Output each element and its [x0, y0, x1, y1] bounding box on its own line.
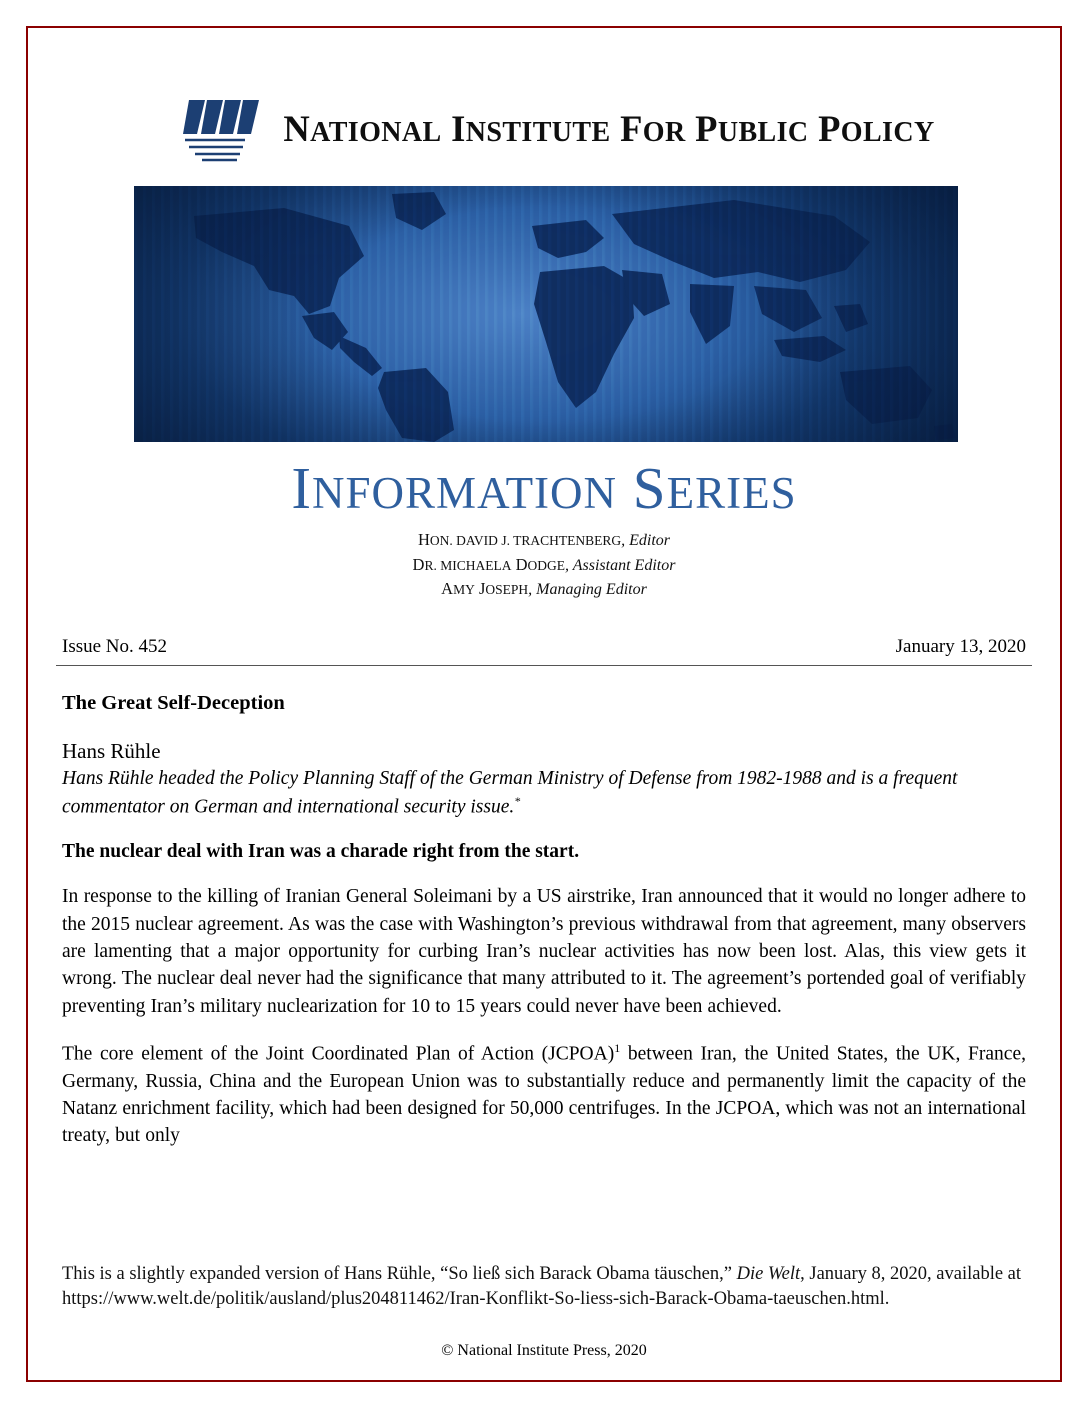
author-bio-text: Hans Rühle headed the Policy Planning Staff of the German Ministry of Defense from 1982-1988 and is a frequent commentator on German and international security issue. — [62, 768, 958, 818]
paragraph-2-part-a: The core element of the Joint Coordinated Plan of Action (JCPOA) — [62, 1043, 615, 1065]
article-lede: The nuclear deal with Iran was a charade right from the start. — [62, 841, 580, 863]
editor-in-chief: HON. DAVID J. TRACHTENBERG, Editor — [418, 529, 670, 549]
page-content — [56, 56, 1032, 1352]
managing-editor: AMY JOSEPH, Managing Editor — [441, 579, 647, 599]
issue-row — [56, 636, 1032, 658]
issue-number: Issue No. 452 — [62, 636, 168, 658]
masthead — [56, 56, 1032, 162]
bio-footnote-marker: * — [514, 794, 521, 808]
assistant-editor: DR. MICHAELA DODGE, Assistant Editor — [412, 554, 676, 574]
organization-title: NATIONAL INSTITUTE FOR PUBLIC POLICY — [283, 107, 935, 149]
article-author: Hans Rühle — [62, 739, 161, 764]
header-divider — [56, 665, 1032, 666]
footnote-publication: Die Welt — [736, 1263, 801, 1284]
article — [56, 692, 1032, 1149]
article-paragraph-2 — [62, 1040, 1026, 1150]
series-title: INFORMATION SERIES — [291, 455, 797, 521]
article-paragraph-1: In response to the killing of Iranian General Soleimani by a US airstrike, Iran announced that it would no longer adhere to the 2015 nuclear agreement. As was the case with Washington’s previous withdrawal from that agreement, many observers are lamenting that a major opportunity for curbing Iran’s nuclear activities has now been lost. Alas, this view gets it wrong. The nuclear deal never had the significance that many attributed to it. The agreement’s portended goal of verifiably preventing Iran’s military nuclearization for 10 to 15 years could never have been achieved. — [62, 886, 1026, 1017]
world-map-banner-icon — [134, 186, 958, 442]
author-bio — [62, 766, 1026, 821]
article-title: The Great Self-Deception — [62, 692, 285, 715]
footnote-ref-1: 1 — [614, 1040, 621, 1055]
editors-list — [56, 528, 1032, 602]
issue-date: January 13, 2020 — [895, 636, 1026, 658]
source-footnote — [62, 1262, 1078, 1312]
footnote-text-a: This is a slightly expanded version of Hans Rühle, “So ließ sich Barack Obama täuschen,” — [62, 1263, 737, 1284]
four-slanted-bars-logo-icon — [183, 94, 267, 162]
paragraph-2-part-b: between Iran, the United States, the UK, France, Germany, Russia, China and the European Union was to substantially reduce and permanently limit the capacity of the Natanz enrichment facility, which had been designed for 50,000 centrifuges. In the JCPOA, which was not an international treaty, but only — [62, 1043, 1026, 1147]
copyright-notice: © National Institute Press, 2020 — [441, 1342, 647, 1359]
footnote-text-b: , January 8, 2020, available at https://www.welt.de/politik/ausland/plus204811462/Iran-Konflikt-So-liess-sich-Barack-Obama-taeuschen.html. — [62, 1263, 1022, 1309]
